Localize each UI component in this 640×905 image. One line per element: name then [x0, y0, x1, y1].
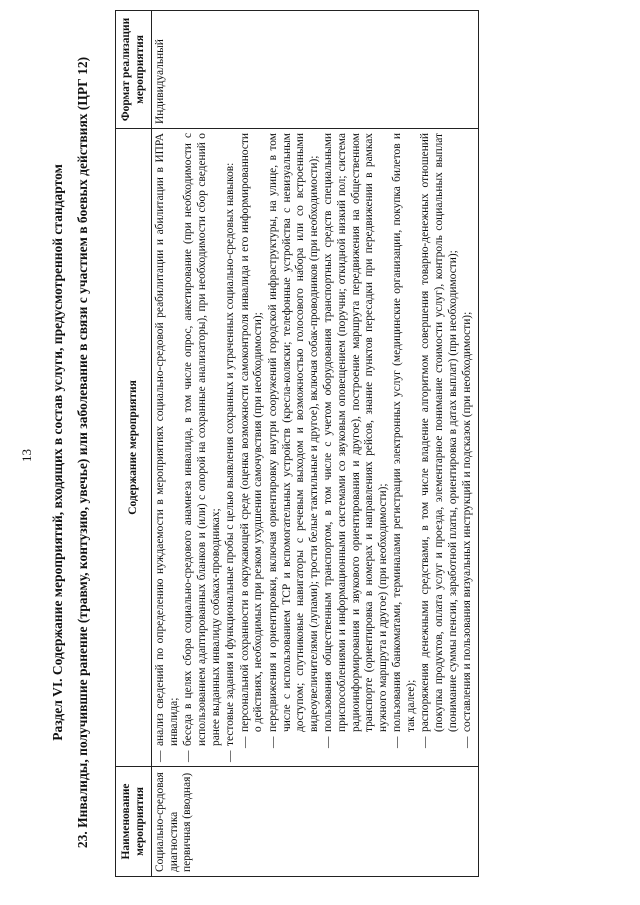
header-activity-format: Формат реализации мероприятия [116, 11, 152, 129]
list-item-text: беседа в целях сбора социально-средового анамнеза инвалида, в том числе опрос, анкетирование (при необходимости с использованием адаптированных бланков и (или) с опорой на сохранные анализаторы), при необходимости сбор сведений о ранее выданных инвалиду собаках-проводниках; [182, 133, 222, 746]
sub-list-item [419, 133, 460, 762]
sub-list-item [239, 133, 266, 762]
bullet-dash: — [238, 736, 251, 748]
bullet-dash: — [266, 736, 279, 748]
activity-content-cell [152, 129, 479, 767]
table-row [152, 11, 479, 877]
bullet-dash: — [182, 750, 195, 762]
activity-format-cell: Индивидуальный [152, 11, 479, 129]
bullet-dash: — [461, 736, 474, 748]
list-item-text: составления и пользования визуальных инструкций и подсказок (при необходимости); [461, 311, 474, 732]
list-item-text: распоряжения денежными средствами, в том числе владение алгоритмом совершения товарно-денежных отношений (покупка продуктов, оплата услуг и проезда, элементарное понимание стоимости услуг), контроль социальных выплат (понимание суммы пенсии, заработной платы, ориентировка в датах выплат) (при необходимости); [419, 133, 459, 732]
bullet-dash: — [224, 750, 237, 762]
list-item [182, 133, 223, 762]
header-activity-content: Содержание мероприятия [116, 129, 152, 767]
activity-name-cell: Социально-средовая диагностика первичная (вводная) [152, 767, 479, 877]
list-item-text: анализ сведений по определению нуждаемости в мероприятиях социально-средовой реабилитации и абилитации в ИПРА инвалида; [154, 133, 180, 746]
table-header-row [116, 11, 152, 877]
activities-table [115, 10, 479, 877]
list-item [224, 133, 238, 762]
list-item [154, 133, 181, 762]
sub-list-item [391, 133, 418, 762]
header-activity-name: Наименование мероприятия [116, 767, 152, 877]
bullet-dash: — [391, 736, 404, 748]
list-item-text: пользования банкоматами, терминалами регистрации электронных услуг (медицинские организации, покупка билетов и так далее); [391, 133, 417, 732]
sub-list-item [322, 133, 390, 762]
bullet-dash: — [322, 736, 335, 748]
bullet-dash: — [154, 750, 167, 762]
list-item-text: персональной сохранности в окружающей среде (оценка возможности самоконтроля инвалида и его информированности о действиях, необходимых при резком ухудшении самочувствия (при необходимости); [238, 133, 265, 732]
section-title: Раздел VI. Содержание мероприятий, входящих в состав услуги, предусмотренной стандартом [50, 164, 65, 741]
list-item-text: пользования общественным транспортом, в том числе с учетом оборудования транспортных средств специальными приспособлениями и информационными системами со звуковым оповещением (поручни; откидной низкий пол; система радиоинформирования и звукового ориентирования и другое), построение маршрута передвижения на общественном транспорте (ориентировка в номерах и направлениях рейсов, знание пунктов пересадки при передвижении в рамках нужного маршрута и другое) (при необходимости); [322, 133, 389, 732]
group-title: 23. Инвалиды, получившие ранение (травму, контузию, увечье) или заболевание в связи с участием в боевых действиях (ЦРГ 12) [75, 56, 90, 849]
sub-list-item [461, 133, 475, 762]
list-item-text: тестовые задания и функциональные пробы с целью выявления сохранных и утраченных социально-средовых навыков: [224, 162, 237, 746]
list-item-text: передвижения и ориентировки, включая ориентировку внутри сооружений городской инфраструктуры, на улице, в том числе с использованием ТСР и вспомогательных устройств (кресла-коляски; телефонные устройства с невизуальным доступом; спутниковые навигаторы с речевым выходом и возможностью голосового набора или со встроенными видеоувеличителями (лупами); трости белые тактильные и другое), включая собак-проводников (при необходимости); [266, 133, 320, 732]
sub-list-item [267, 133, 321, 762]
page-number: 13 [19, 449, 34, 462]
bullet-dash: — [419, 736, 432, 748]
